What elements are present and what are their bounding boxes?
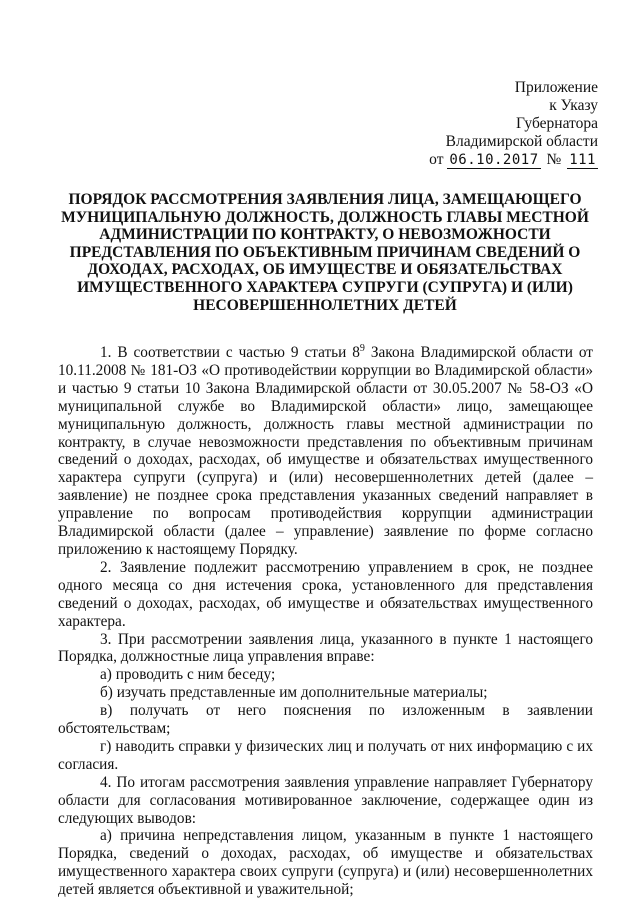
paragraph-1-start: 1. В соответствии с частью 9 статьи 8 xyxy=(100,344,360,361)
appendix-region: Владимирской области xyxy=(445,133,598,150)
appendix-decree: к Указу xyxy=(549,97,598,114)
article-superscript: 9 xyxy=(359,342,365,354)
paragraph-2: 2. Заявление подлежит рассмотрению управлением в срок, не позднее одного месяца со дня истечения срока, установленного для представления сведений о доходах, расходах, об имуществе и обязательствах имущественного характера. xyxy=(58,558,593,630)
appendix-header xyxy=(429,79,598,169)
paragraph-4: 4. По итогам рассмотрения заявления управление направляет Губернатору области для согласования мотивированное заключение, содержащее один из следующих выводов: xyxy=(58,773,593,827)
paragraph-3c: в) получать от него пояснения по изложенным в заявлении обстоятельствам; xyxy=(58,702,593,738)
paragraph-1-rest: Закона Владимирской области от 10.11.2008 № 181-ОЗ «О противодействии коррупции во Владимирской области» и частью 9 статьи 10 Закона Владимирской области от 30.05.2007 № 58-ОЗ «О муниципальной службе во Владимирской области» лицо, замещающее муниципальную должность, должность главы местной администрации по контракту, в случае невозможности представления по объективным причинам сведений о доходах, расходах, об имуществе и обязательствах имущественного характера супруги (супруга) и (или) несовершеннолетних детей (далее – заявление) не позднее срока представления указанных сведений направляет в управление по вопросам противодействия коррупции администрации Владимирской области (далее – управление) заявление по форме согласно приложению к настоящему Порядку. xyxy=(58,344,593,558)
handwritten-date: 06.10.2017 xyxy=(449,152,539,168)
paragraph-3b: б) изучать представленные им дополнительные материалы; xyxy=(100,684,488,702)
paragraph-4a: а) причина непредставления лицом, указанным в пункте 1 настоящего Порядка, сведений о доходах, расходах, об имуществе и обязательствах имущественного характера своих супруги (супруга) и (или) несовершеннолетних детей является объективной и уважительной; xyxy=(58,827,593,899)
appendix-governor: Губернатора xyxy=(516,115,598,132)
paragraph-1 xyxy=(58,344,593,559)
appendix-date-line xyxy=(429,151,598,169)
document-body xyxy=(58,344,593,899)
paragraph-3a: а) проводить с ним беседу; xyxy=(100,666,276,684)
date-prefix: от xyxy=(429,151,444,168)
document-title: ПОРЯДОК РАССМОТРЕНИЯ ЗАЯВЛЕНИЯ ЛИЦА, ЗАМЕЩАЮЩЕГО МУНИЦИПАЛЬНУЮ ДОЛЖНОСТЬ, ДОЛЖНОСТЬ ГЛАВЫ МЕСТНОЙ АДМИНИСТРАЦИИ ПО КОНТРАКТУ, О НЕВОЗМОЖНОСТИ ПРЕДСТАВЛЕНИЯ ПО ОБЪЕКТИВНЫМ ПРИЧИНАМ СВЕДЕНИЙ О ДОХОДАХ, РАСХОДАХ, ОБ ИМУЩЕСТВЕ И ОБЯЗАТЕЛЬСТВАХ ИМУЩЕСТВЕННОГО ХАРАКТЕРА СУПРУГИ (СУПРУГА) И (ИЛИ) НЕСОВЕРШЕННОЛЕТНИХ ДЕТЕЙ xyxy=(61,191,589,314)
paragraph-3: 3. При рассмотрении заявления лица, указанного в пункте 1 настоящего Порядка, должностные лица управления вправе: xyxy=(58,630,593,666)
number-sign: № xyxy=(546,151,562,168)
appendix-label: Приложение xyxy=(514,79,598,96)
handwritten-number: 111 xyxy=(569,152,596,168)
paragraph-3d: г) наводить справки у физических лиц и получать от них информацию с их согласия. xyxy=(58,737,593,773)
